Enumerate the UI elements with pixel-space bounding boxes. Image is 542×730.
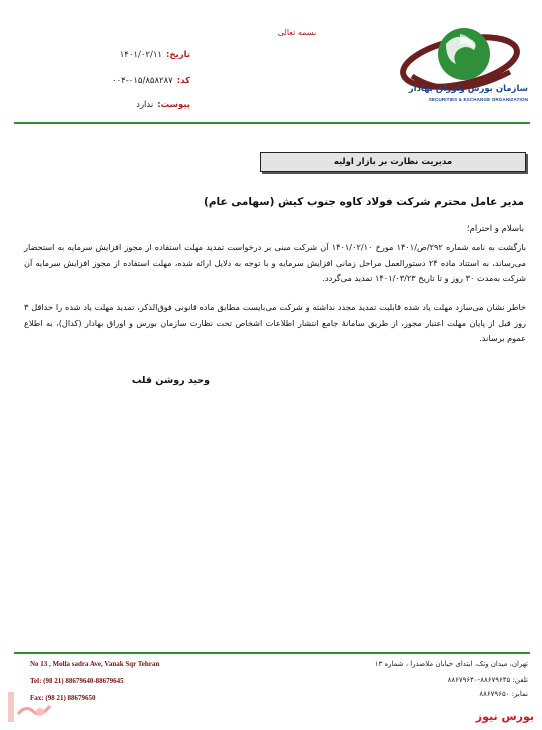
footer-divider [14,652,530,654]
bismillah: بسمه تعالی [277,28,317,37]
paragraph-1: بازگشت به نامه شماره ۲۹۲/ص/۱۴۰۱ مورخ ۱۴۰۱/۰۲/۱۰ آن شرکت مبنی بر درخواست تمدید مهلت استفاده از مجوز افزایش سرمایه به استحضار می‌رساند، به استناد ماده ۲۴ دستورالعمل مراحل زمانی افزایش سرمایه و با توجه به دلایل ارائه شده، مهلت استفاده از مجوز افزایش سرمایه آن شرکت به‌مدت ۳۰ روز و تا تاریخ ۱۴۰۱/۰۳/۲۳ تمدید می‌گردد. [24,242,527,283]
stamp-watermark-icon [16,700,52,720]
number-value: ۰۱۵/۸۵۸۲۸۷-۰۰۴ [112,76,173,86]
organization-name-en: SECURITIES & EXCHANGE ORGANIZATION [428,97,528,102]
number-label: کد: [176,76,190,86]
recipient-line: مدیر عامل محترم شرکت فولاد کاوه جنوب کیش (سهامی عام) [204,196,524,208]
attachment-value: ندارد [136,100,154,110]
organization-name-fa: سازمان بورس واوراق بهادار [408,84,528,94]
number-row [90,76,190,90]
footer-decoration [8,692,14,722]
footer-fax-en: Fax: (98 21) 88679650 [30,694,96,702]
footer-address-en: No 13 , Molla sadra Ave, Vanak Sqr Tehran [30,660,160,668]
footer-address-fa: تهران، میدان ونک، ابتدای خیابان ملاصدرا ، شماره ۱۳ [374,660,528,668]
greeting: باسلام و احترام؛ [466,224,524,234]
attachment-row [90,100,190,114]
footer-tel-en: Tel: (98 21) 88679640-88679645 [30,677,124,685]
date-row [90,50,190,64]
date-label: تاریخ: [166,50,190,60]
paragraph-2: خاطر نشان می‌سازد مهلت یاد شده قابلیت تمدید مجدد نداشته و شرکت می‌بایست مطابق ماده قانونی فوق‌الذکر، تمدید مهلت یاد شده را حداقل ۳ روز قبل از پایان مهلت اعتبار مجوز، از طریق سامانهٔ جامع انتشار اطلاعات اشخاص تحت نظارت سازمان بورس و اوراق بهادار (کدال)، به اطلاع عموم برساند. [24,302,526,343]
brand-watermark: بورس نیوز [475,710,534,723]
sec-organization-logo-icon [398,14,530,110]
department-box: مدیریت نظارت بر بازار اولیه [260,152,526,172]
date-value: ۱۴۰۱/۰۲/۱۱ [119,50,162,60]
signature: وحید روشن قلب [131,375,210,386]
footer-tel-fa: تلفن: ۸۸۶۷۹۶۴۵-۸۸۶۷۹۶۴۰ [447,676,528,684]
header-divider [14,122,530,124]
footer-fax-fa: نمابر: ۸۸۶۷۹۶۵۰ [479,690,528,698]
attachment-label: پیوست: [157,100,190,110]
